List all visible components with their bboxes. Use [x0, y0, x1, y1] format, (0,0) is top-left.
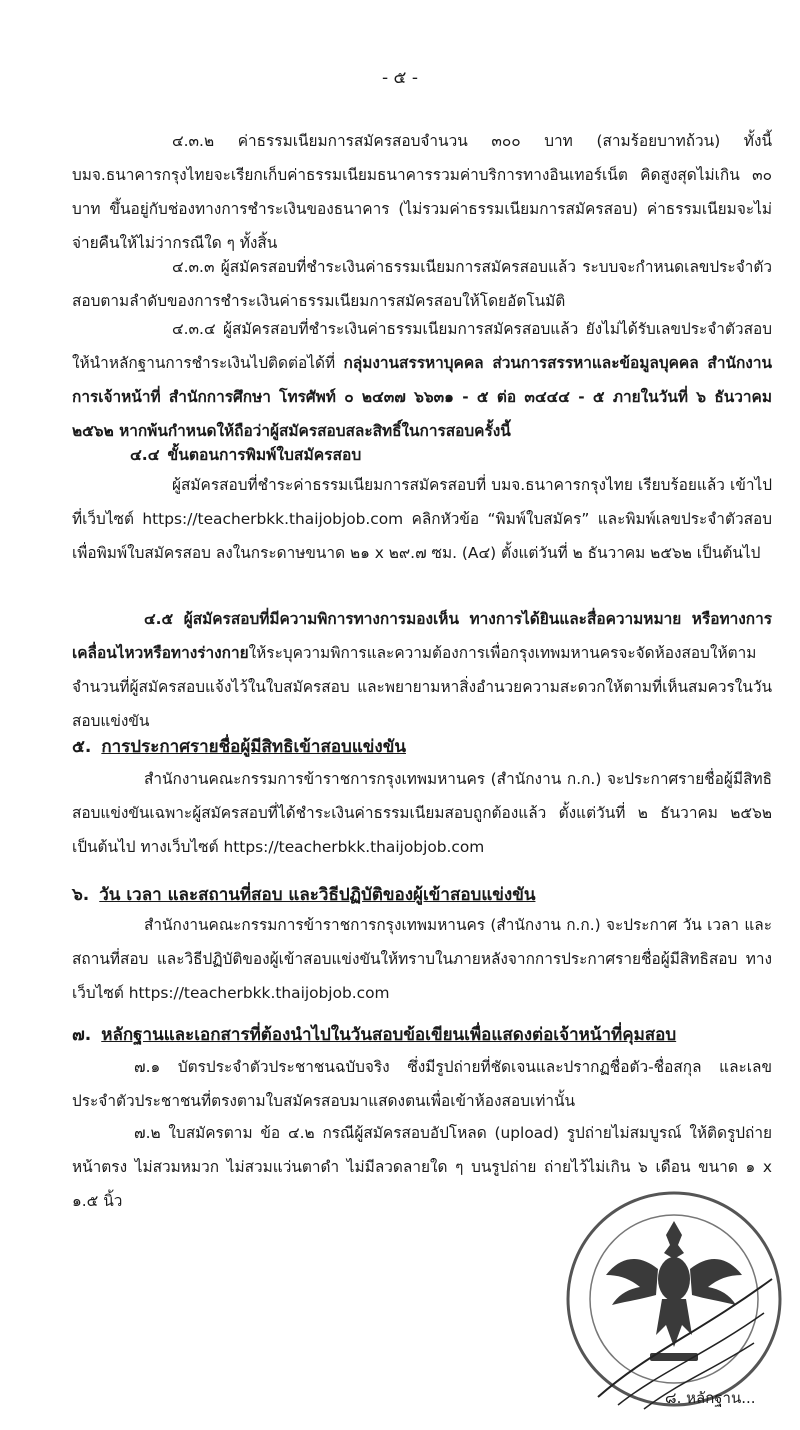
section-5-heading [72, 732, 772, 762]
paragraph-4-3-4 [72, 312, 772, 448]
paragraph-4-5-bold-text: ๔.๕ ผู้สมัครสอบที่มีความพิการทางการมองเห็น ทางการได้ยินและสื่อความหมาย หรือทางการเคลื่อนไหวหรือทางร่างกาย [72, 610, 772, 662]
paragraph-4-5-text: ให้ระบุความพิการและความต้องการเพื่อกรุงเทพมหานครจะจัดห้องสอบให้ตามจำนวนที่ผู้สมัครสอบแจ้งไว้ในใบสมัครสอบ และพยายามหาสิ่งอำนวยความสะดวกให้ตามที่เห็นสมควรในวันสอบแข่งขัน [72, 644, 772, 730]
paragraph-4-3-3: ๔.๓.๓ ผู้สมัครสอบที่ชำระเงินค่าธรรมเนียมการสมัครสอบแล้ว ระบบจะกำหนดเลขประจำตัวสอบตามลำดับของการชำระเงินค่าธรรมเนียมการสมัครสอบให้โดยอัตโนมัติ [72, 258, 772, 310]
paragraph-4-5 [72, 602, 772, 738]
paragraph-7-1: ๗.๑ บัตรประจำตัวประชาชนฉบับจริง ซึ่งมีรูปถ่ายที่ชัดเจนและปรากฏชื่อตัว-ชื่อสกุล และเลขประจำตัวประชาชนที่ตรงตามใบสมัครสอบมาแสดงตนเพื่อเข้าห้องสอบเท่านั้น [72, 1058, 772, 1110]
section-6-body: สำนักงานคณะกรรมการข้าราชการกรุงเทพมหานคร (สำนักงาน ก.ก.) จะประกาศ วัน เวลา และสถานที่สอบ และวิธีปฏิบัติของผู้เข้าสอบแข่งขันให้ทราบในภายหลังจากการประกาศรายชื่อผู้มีสิทธิสอบ ทางเว็บไซต์ https://teacherbkk.thaijobjob.com [72, 916, 772, 1002]
paragraph-4-3-4-text: ๔.๓.๔ ผู้สมัครสอบที่ชำระเงินค่าธรรมเนียมการสมัครสอบแล้ว ยังไม่ได้รับเลขประจำตัวสอบให้นำหลักฐานการชำระเงินไปติดต่อได้ที่ [72, 320, 772, 372]
section-6-heading [72, 880, 772, 910]
section-7-title: หลักฐานและเอกสารที่ต้องนำไปในวันสอบข้อเขียนเพื่อแสดงต่อเจ้าหน้าที่คุมสอบ [101, 1025, 677, 1045]
paragraph-4-3-2: ๔.๓.๒ ค่าธรรมเนียมการสมัครสอบจำนวน ๓๐๐ บาท (สามร้อยบาทถ้วน) ทั้งนี้ บมจ.ธนาคารกรุงไทยจะเรียกเก็บค่าธรรมเนียมธนาคารรวมค่าบริการทางอินเทอร์เน็ต คิดสูงสุดไม่เกิน ๓๐ บาท ขึ้นอยู่กับช่องทางการชำระเงินของธนาคาร (ไม่รวมค่าธรรมเนียมการสมัครสอบ) ค่าธรรมเนียมจะไม่จ่ายคืนให้ไม่ว่ากรณีใด ๆ ทั้งสิ้น [72, 132, 772, 252]
section-4-4-heading [130, 440, 361, 470]
section-4-4-title: ขั้นตอนการพิมพ์ใบสมัครสอบ [167, 446, 362, 464]
paragraph-7-2: ๗.๒ ใบสมัครตาม ข้อ ๔.๒ กรณีผู้สมัครสอบอัปโหลด (upload) รูปถ่ายไม่สมบูรณ์ ให้ติดรูปถ่ายหน้าตรง ไม่สวมหมวก ไม่สวมแว่นตาดำ ไม่มีลวดลายใด ๆ บนรูปถ่าย ถ่ายไว้ไม่เกิน ๖ เดือน ขนาด ๑ x ๑.๕ นิ้ว [72, 1124, 772, 1210]
next-page-note: ๘. หลักฐาน... [665, 1389, 756, 1407]
section-5-body: สำนักงานคณะกรรมการข้าราชการกรุงเทพมหานคร (สำนักงาน ก.ก.) จะประกาศรายชื่อผู้มีสิทธิสอบแข่งขันเฉพาะผู้สมัครสอบที่ได้ชำระเงินค่าธรรมเนียมสอบถูกต้องแล้ว ตั้งแต่วันที่ ๒ ธันวาคม ๒๕๖๒ เป็นต้นไป ทางเว็บไซต์ https://teacherbkk.thaijobjob.com [72, 770, 772, 856]
section-7-number: ๗. [72, 1025, 92, 1045]
section-7-heading [72, 1020, 772, 1050]
section-6-number: ๖. [72, 885, 90, 905]
section-6-title: วัน เวลา และสถานที่สอบ และวิธีปฏิบัติของผู้เข้าสอบแข่งขัน [99, 885, 536, 905]
paragraph-4-3-4-bold-text: กลุ่มงานสรรหาบุคคล ส่วนการสรรหาและข้อมูลบุคคล สำนักงานการเจ้าหน้าที่ สำนักการศึกษา โทรศัพท์ ๐ ๒๔๓๗ ๖๖๓๑ - ๕ ต่อ ๓๔๔๔ - ๕ ภายในวันที่ ๖ ธันวาคม ๒๕๖๒ หากพ้นกำหนดให้ถือว่าผู้สมัครสอบสละสิทธิ์ในการสอบครั้งนี้ [72, 354, 772, 440]
garuda-seal-emblem [558, 1183, 790, 1415]
page-number: - ๕ - [382, 68, 418, 88]
section-5-title: การประกาศรายชื่อผู้มีสิทธิเข้าสอบแข่งขัน [101, 737, 406, 757]
paragraph-4-4-body: ผู้สมัครสอบที่ชำระค่าธรรมเนียมการสมัครสอบที่ บมจ.ธนาคารกรุงไทย เรียบร้อยแล้ว เข้าไปที่เว็บไซต์ https://teacherbkk.thaijobjob.com คลิกหัวข้อ “พิมพ์ใบสมัคร” และพิมพ์เลขประจำตัวสอบ เพื่อพิมพ์ใบสมัครสอบ ลงในกระดาษขนาด ๒๑ x ๒๙.๗ ซม. (A๔) ตั้งแต่วันที่ ๒ ธันวาคม ๒๕๖๒ เป็นต้นไป [72, 476, 772, 562]
section-4-4-number: ๔.๔ [130, 446, 160, 464]
section-5-number: ๕. [72, 737, 92, 757]
